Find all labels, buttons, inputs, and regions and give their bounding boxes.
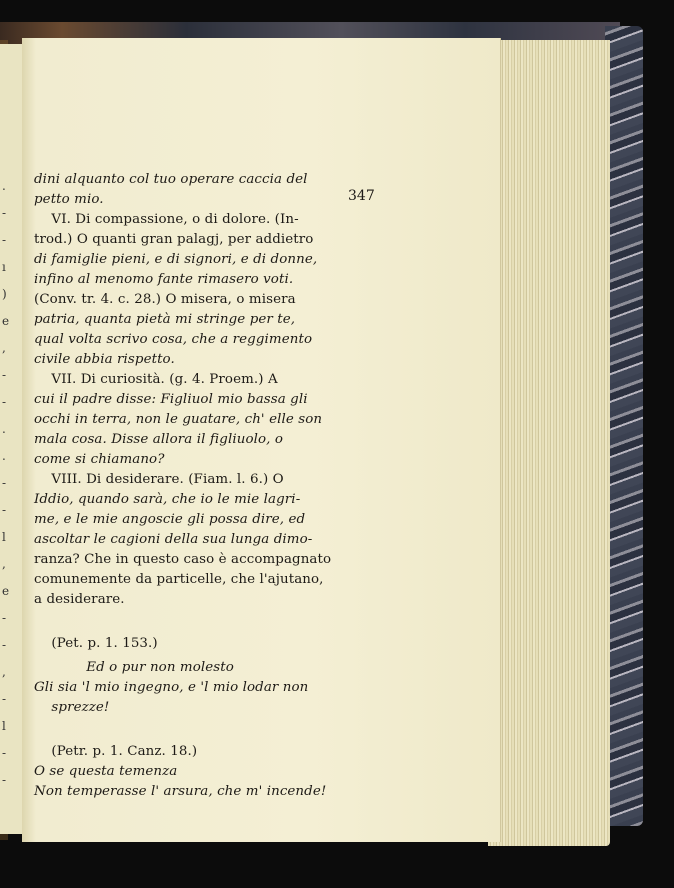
text-line: civile abbia rispetto. <box>34 352 175 367</box>
marbled-cover-edge <box>605 26 643 826</box>
text-line: Ed o pur non molesto <box>34 660 234 675</box>
margin-fragment: l <box>2 530 6 544</box>
margin-fragment: l <box>2 719 6 733</box>
previous-page-edge <box>0 44 23 834</box>
text-line: VIII. Di desiderare. (Fiam. l. 6.) O <box>34 472 284 487</box>
text-line: come si chiamano? <box>34 452 165 467</box>
text-line: Non temperasse l' arsura, che m' incende! <box>34 784 327 799</box>
text-line: sprezze! <box>34 700 110 715</box>
margin-fragment: , <box>2 557 6 571</box>
text-line: mala cosa. Disse allora il figliuolo, o <box>34 432 284 447</box>
margin-fragment: - <box>2 368 7 382</box>
text-line: comunemente da particelle, che l'ajutano, <box>34 572 324 587</box>
text-line: a desiderare. <box>34 592 125 607</box>
text-line: (Petr. p. 1. Canz. 18.) <box>34 744 198 759</box>
text-line: VII. Di curiosità. (g. 4. Proem.) A <box>34 372 278 387</box>
margin-fragment: e <box>2 314 10 328</box>
text-line: petto mio. <box>34 192 104 207</box>
text-line: ranza? Che in questo caso è accompagnato <box>34 552 332 567</box>
page-number: 347 <box>348 188 375 204</box>
text-line: (Pet. p. 1. 153.) <box>34 636 158 651</box>
text-line: infino al menomo fante rimasero voti. <box>34 272 294 287</box>
text-line: ascoltar le cagioni della sua lunga dimo- <box>34 532 313 547</box>
text-line: O se questa temenza <box>34 764 178 779</box>
text-line: qual volta scrivo cosa, che a reggimento <box>34 332 313 347</box>
margin-fragment: . <box>2 179 6 193</box>
text-line: cui il padre disse: Figliuol mio bassa gli <box>34 392 308 407</box>
text-line: dini alquanto col tuo operare caccia del <box>34 172 308 187</box>
text-line: VI. Di compassione, o di dolore. (In- <box>34 212 299 227</box>
margin-fragment: - <box>2 638 7 652</box>
text-line: Iddio, quando sarà, che io le mie lagri- <box>34 492 301 507</box>
margin-fragment: ı <box>2 260 6 274</box>
text-line: Gli sia 'l mio ingegno, e 'l mio lodar non <box>34 680 309 695</box>
margin-fragment: - <box>2 611 7 625</box>
margin-fragment: e <box>2 584 10 598</box>
text-line: occhi in terra, non le guatare, ch' elle son <box>34 412 323 427</box>
margin-fragment: - <box>2 233 7 247</box>
margin-fragment: . <box>2 422 6 436</box>
margin-fragment: - <box>2 476 7 490</box>
margin-fragment: - <box>2 395 7 409</box>
text-line: di famiglie pieni, e di signori, e di donne, <box>34 252 318 267</box>
margin-fragment: - <box>2 206 7 220</box>
text-line: trod.) O quanti gran palagj, per addietro <box>34 232 314 247</box>
margin-fragment: . <box>2 449 6 463</box>
margin-fragment: , <box>2 665 6 679</box>
text-line: patria, quanta pietà mi stringe per te, <box>34 312 296 327</box>
margin-fragment: - <box>2 503 7 517</box>
margin-fragment: - <box>2 692 7 706</box>
margin-fragment: , <box>2 341 6 355</box>
page-block-edges <box>488 40 610 846</box>
margin-fragment: - <box>2 746 7 760</box>
margin-fragment: - <box>2 773 7 787</box>
text-line: (Conv. tr. 4. c. 28.) O misera, o misera <box>34 292 296 307</box>
text-line: me, e le mie angoscie gli possa dire, ed <box>34 512 306 527</box>
margin-fragment: ) <box>2 287 7 301</box>
